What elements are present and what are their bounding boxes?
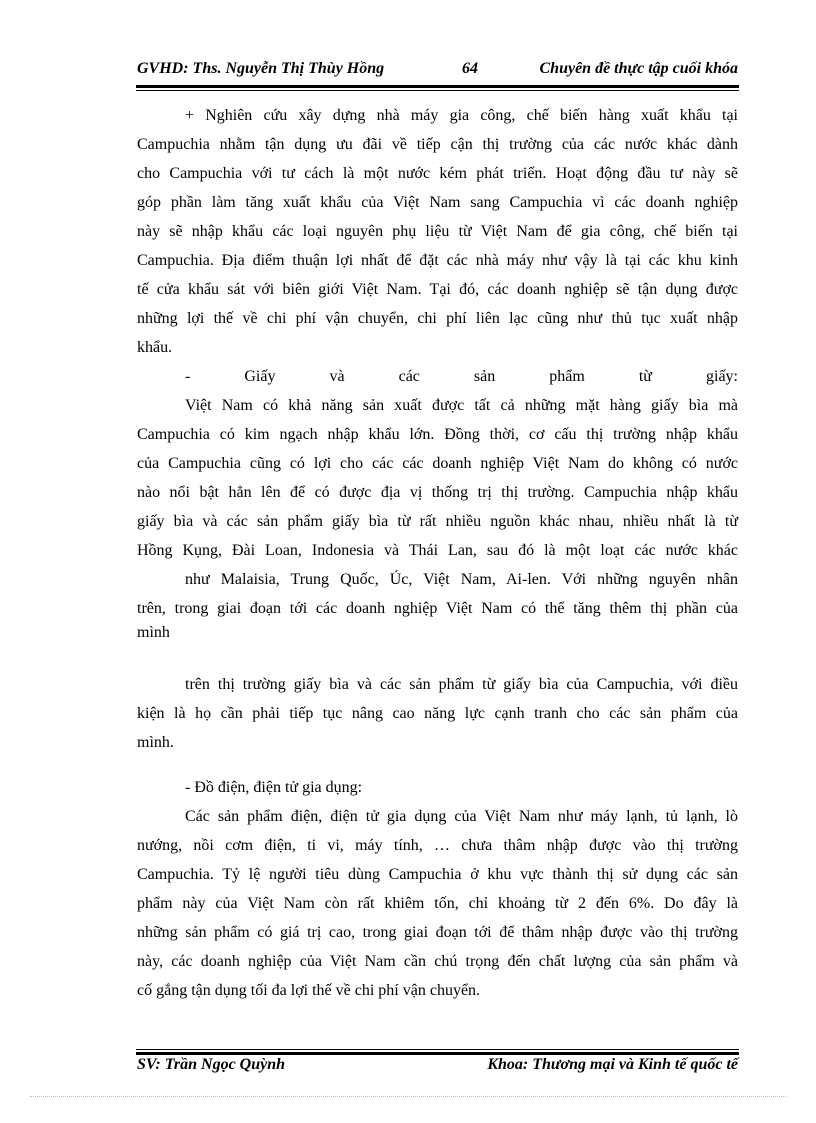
page-header bbox=[137, 60, 738, 84]
text-line: Campuchia có kim ngạch nhập khẩu lớn. Đồng thời, cơ cấu thị trường nhập khẩu bbox=[137, 426, 738, 443]
footer-rule-thick bbox=[136, 1052, 739, 1055]
text-line: nướng, nồi cơm điện, ti vi, máy tính, … chưa thâm nhập được vào thị trường bbox=[137, 837, 738, 854]
header-report-title: Chuyên đề thực tập cuối khóa bbox=[539, 60, 738, 77]
text-line: Việt Nam có khả năng sản xuất được tất cả những mặt hàng giấy bìa mà bbox=[185, 397, 738, 414]
footer-rule-thin bbox=[136, 1049, 739, 1050]
text-line: kiện là họ cần phải tiếp tục nâng cao năng lực cạnh tranh cho các sản phẩm của bbox=[137, 705, 738, 722]
page-bottom-dotted-line bbox=[30, 1096, 786, 1097]
text-line: này sẽ nhập khẩu các loại nguyên phụ liệu từ Việt Nam để gia công, chế biến tại bbox=[137, 223, 738, 240]
text-line: phẩm này của Việt Nam còn rất khiêm tốn, chỉ khoảng từ 2 đến 6%. Do đây là bbox=[137, 895, 738, 912]
section-heading-electronics: - Đồ điện, điện tử gia dụng: bbox=[185, 779, 363, 796]
text-line: góp phần làm tăng xuất khẩu của Việt Nam sang Campuchia vì các doanh nghiệp bbox=[137, 194, 738, 211]
section-heading-paper: - Giấy và các sản phẩm từ giấy: bbox=[185, 368, 738, 385]
page-footer bbox=[137, 1056, 738, 1080]
text-line: cho Campuchia với tư cách là một nước kém phát triển. Hoạt động đầu tư này sẽ bbox=[137, 165, 738, 182]
text-line: cố gắng tận dụng tối đa lợi thế về chi phí vận chuyển. bbox=[137, 982, 481, 999]
text-line: trên thị trường giấy bìa và các sản phẩm từ giấy bìa của Campuchia, với điều bbox=[185, 676, 738, 693]
header-rule-thin bbox=[136, 90, 739, 91]
text-line: khẩu. bbox=[137, 339, 173, 356]
text-line: Campuchia. Địa điểm thuận lợi nhất để đặt các nhà máy như vậy là tại các khu kinh bbox=[137, 252, 738, 269]
text-line: giấy bìa và các sản phẩm giấy bìa từ rất nhiều nguồn khác nhau, nhiều nhất là từ bbox=[137, 513, 738, 530]
text-line: tế cửa khẩu sát với biên giới Việt Nam. Tại đó, các doanh nghiệp sẽ tận dụng được bbox=[137, 281, 738, 298]
footer-student: SV: Trần Ngọc Quỳnh bbox=[137, 1056, 286, 1073]
text-line: trên, trong giai đoạn tới các doanh nghiệp Việt Nam có thể tăng thêm thị phần của bbox=[137, 600, 738, 617]
footer-faculty: Khoa: Thương mại và Kinh tế quốc tế bbox=[487, 1056, 738, 1073]
text-line: những lợi thế về chi phí vận chuyển, chi phí liên lạc cũng như thủ tục xuất nhập bbox=[137, 310, 738, 327]
text-line: như Malaisia, Trung Quốc, Úc, Việt Nam, Ai-len. Với những nguyên nhân bbox=[185, 571, 738, 588]
header-rule-thick bbox=[136, 85, 739, 88]
text-line: những sản phẩm có giá trị cao, trong giai đoạn tới để thâm nhập được vào thị trường bbox=[137, 924, 738, 941]
text-line: + Nghiên cứu xây dựng nhà máy gia công, chế biến hàng xuất khẩu tại bbox=[185, 107, 738, 124]
text-line: Hồng Kụng, Đài Loan, Indonesia và Thái Lan, sau đó là một loạt các nước khác bbox=[137, 542, 738, 559]
header-page-number: 64 bbox=[462, 60, 478, 77]
text-line: nào nổi bật hẳn lên để có được địa vị thống trị thị trường. Campuchia nhập khẩu bbox=[137, 484, 738, 501]
text-line: này, các doanh nghiệp của Việt Nam cần chú trọng đến chất lượng của sản phẩm và bbox=[137, 953, 738, 970]
text-line: mình bbox=[137, 624, 170, 641]
text-line: Campuchia nhằm tận dụng ưu đãi về tiếp cận thị trường của các nước khác dành bbox=[137, 136, 738, 153]
header-advisor: GVHD: Ths. Nguyễn Thị Thùy Hồng bbox=[137, 60, 385, 77]
text-line: mình. bbox=[137, 734, 174, 751]
text-line: Campuchia. Tỷ lệ người tiêu dùng Campuchia ở khu vực thành thị sử dụng các sản bbox=[137, 866, 738, 883]
text-line: của Campuchia cũng có lợi cho các các doanh nghiệp Việt Nam do không có nước bbox=[137, 455, 738, 472]
text-line: Các sản phẩm điện, điện tử gia dụng của Việt Nam như máy lạnh, tủ lạnh, lò bbox=[185, 808, 738, 825]
